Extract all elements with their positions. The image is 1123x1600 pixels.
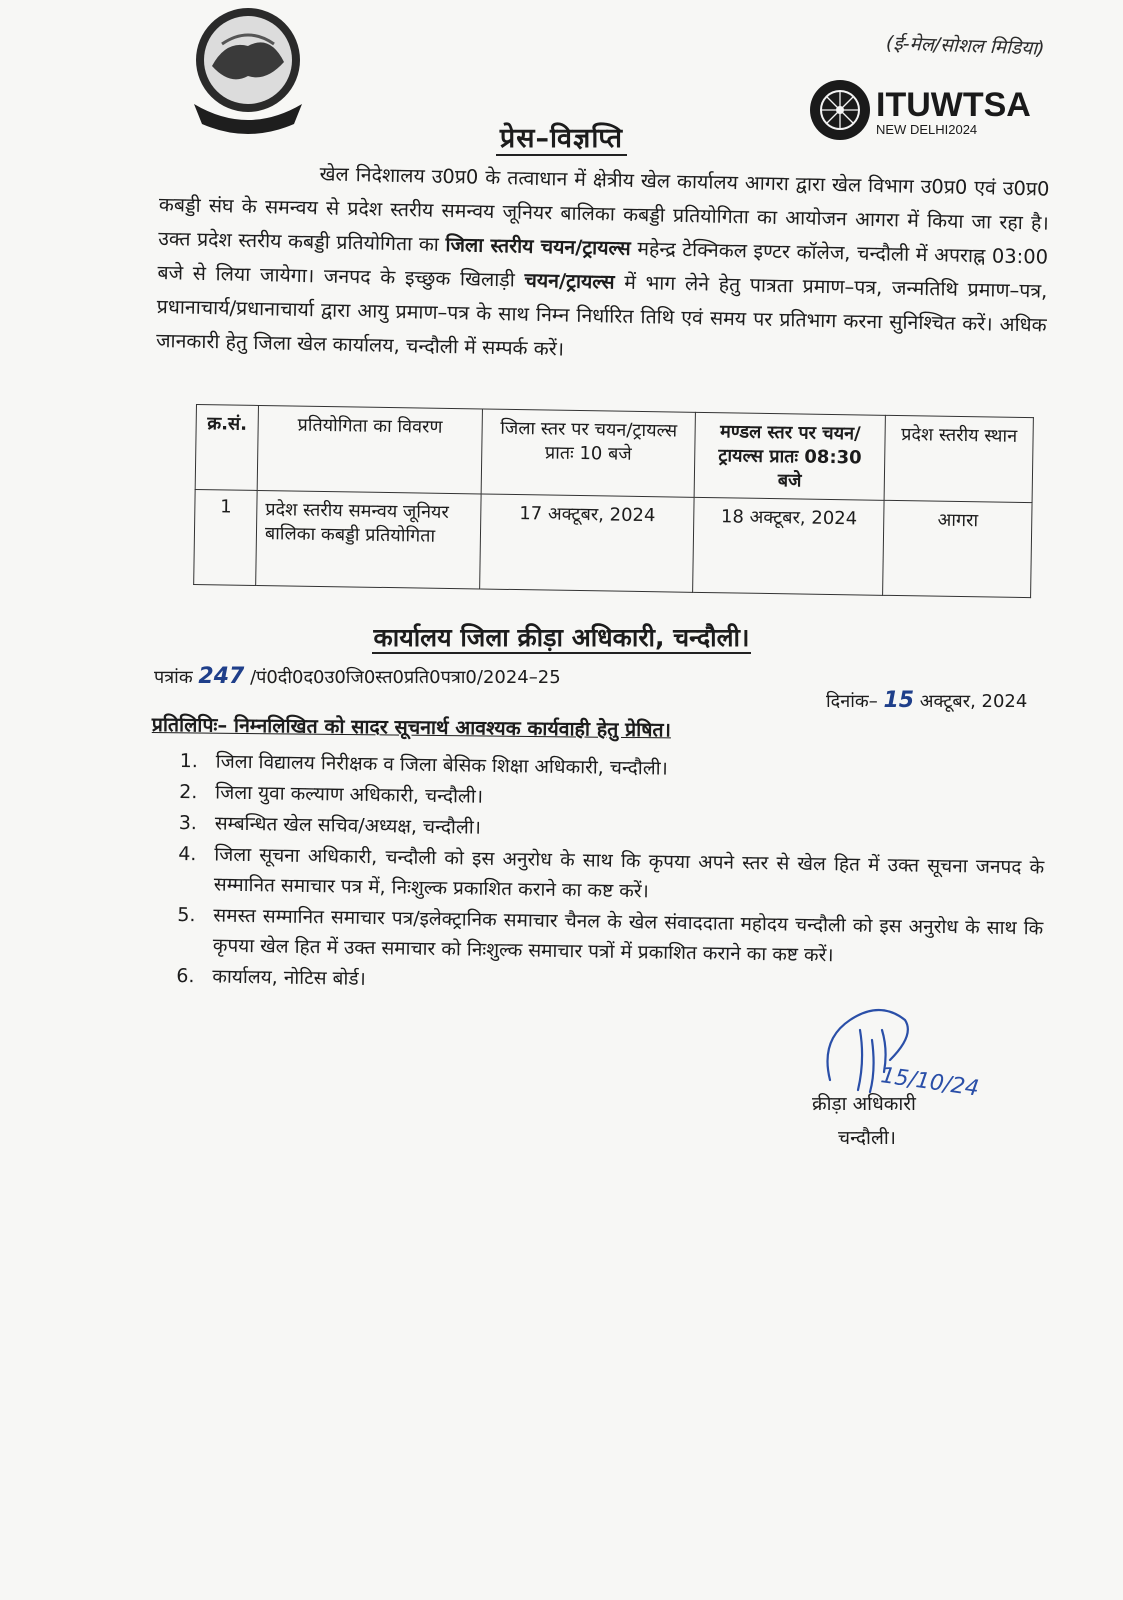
press-release-body	[156, 154, 1050, 377]
date-prefix: दिनांक–	[826, 691, 878, 712]
body-bold-trials: चयन/ट्रायल्स	[524, 268, 615, 294]
table-header-row	[195, 405, 1033, 503]
cell-sno: 1	[194, 489, 257, 585]
ref-number-handwritten: 247	[198, 664, 245, 689]
list-item-number: 5.	[177, 903, 196, 927]
list-item-text: सम्बन्धित खेल सचिव/अध्यक्ष, चन्दौली।	[214, 812, 482, 839]
copy-to-list	[176, 746, 1046, 1006]
ref-suffix: /पं0दी0द0उ0जि0स्त0प्रति0पत्रा0/2024–25	[250, 667, 561, 688]
list-item-number: 4.	[178, 842, 197, 866]
list-item-text: जिला युवा कल्याण अधिकारी, चन्दौली।	[215, 781, 484, 808]
date-suffix: अक्टूबर, 2024	[919, 691, 1028, 712]
signatory-designation: क्रीड़ा अधिकारी	[812, 1093, 916, 1115]
body-part-2: महेन्द्र टेक्निकल इण्टर कॉलेज, चन्दौली में अपराह्न 03:00 बजे से लिया जायेगा। जनपद के इच्छुक खिलाड़ी	[157, 237, 1049, 292]
copy-to-heading: प्रतिलिपिः– निम्नलिखित को सादर सूचनार्थ आवश्यक कार्यवाही हेतु प्रेषित।	[151, 712, 672, 742]
list-item-number: 2.	[179, 780, 198, 804]
cell-division-date: 18 अक्टूबर, 2024	[693, 497, 884, 595]
ref-prefix: पत्रांक	[154, 667, 193, 688]
list-item-number: 6.	[176, 964, 195, 988]
list-item-number: 3.	[178, 811, 198, 835]
trials-schedule-table	[193, 404, 1034, 598]
table-row	[194, 489, 1032, 597]
press-release-title	[0, 118, 1123, 155]
header-sno: क्र.सं.	[195, 405, 258, 491]
list-item-text: जिला विद्यालय निरीक्षक व जिला बेसिक शिक्षा अधिकारी, चन्दौली।	[215, 750, 668, 780]
list-item-text: जिला सूचना अधिकारी, चन्दौली को इस अनुरोध के साथ कि कृपया अपने स्तर से खेल हित में उक्त सूचना जनपद के सम्मानित समाचार पत्र में, निःशुल्क प्रकाशित कराने का कष्ट करें।	[213, 843, 1045, 903]
cell-district-date: 17 अक्टूबर, 2024	[479, 494, 694, 592]
office-heading	[0, 620, 1123, 654]
body-part-3: में भाग लेने हेतु पात्रता प्रमाण–पत्र, जन्मतिथि प्रमाण–पत्र, प्रधानाचार्य/प्रधानाचार्या द्वारा आयु प्रमाण–पत्र के साथ निम्न निर्धारित तिथि एवं समय पर प्रतिभाग करना सुनिश्चित करें। अधिक जानकारी हेतु जिला खेल कार्यालय, चन्दौली में सम्पर्क करें।	[155, 270, 1048, 361]
list-item-text: कार्यालय, नोटिस बोर्ड।	[212, 965, 366, 990]
letter-date	[826, 688, 1027, 713]
office-heading-text: कार्यालय जिला क्रीड़ा अधिकारी, चन्दौली।	[373, 623, 750, 652]
signatory-place: चन्दौली।	[838, 1127, 896, 1149]
date-day-handwritten: 15	[883, 688, 915, 713]
cell-state-venue: आगरा	[883, 500, 1032, 597]
header-state-venue: प्रदेश स्तरीय स्थान	[884, 415, 1033, 502]
body-part-1: खेल निदेशालय उ0प्र0 के तत्वाधान में क्षेत्रीय खेल कार्यालय आगरा द्वारा खेल विभाग उ0प्र0 एवं उ0प्र0 कबड्डी संघ के समन्वय से प्रदेश स्तरीय समन्वय जूनियर बालिका कबड्डी प्रतियोगिता का आयोजन आगरा में किया जा रहा है। उक्त प्रदेश स्तरीय कबड्डी प्रतियोगिता का	[157, 162, 1050, 256]
body-bold-district-trials: जिला स्तरीय चयन/ट्रायल्स	[445, 233, 631, 260]
list-item-text: समस्त सम्मानित समाचार पत्र/इलेक्ट्रानिक समाचार चैनल के खेल संवाददाता महोदय चन्दौली को इस अनुरोध के साथ कि कृपया खेल हित में उक्त समाचार को निःशुल्क समाचार पत्रों में प्रकाशित कराने का कष्ट करें।	[212, 904, 1044, 967]
title-text: प्रेस–विज्ञप्ति	[496, 123, 627, 156]
letter-reference	[154, 664, 561, 689]
header-division-trials: मण्डल स्तर पर चयन/ट्रायल्स प्रातः 08:30 बजे	[695, 412, 886, 500]
header-description: प्रतियोगिता का विवरण	[257, 405, 482, 494]
itu-logo-text: ITUWTSA	[876, 86, 1031, 124]
kakori-seal-logo	[186, 4, 310, 136]
header-district-trials: जिला स्तर पर चयन/ट्रायल्स प्रातः 10 बजे	[481, 409, 696, 497]
itu-logo-subtext: NEW DELHI2024	[876, 122, 978, 137]
signature-date-text: 15/10/24	[879, 1063, 981, 1102]
cell-description: प्रदेश स्तरीय समन्वय जूनियर बालिका कबड्डी प्रतियोगिता	[256, 490, 481, 589]
list-item-number: 1.	[179, 749, 199, 773]
handwritten-distribution-tag: (ई-मेल/सोशल मिडिया)	[885, 32, 1045, 60]
